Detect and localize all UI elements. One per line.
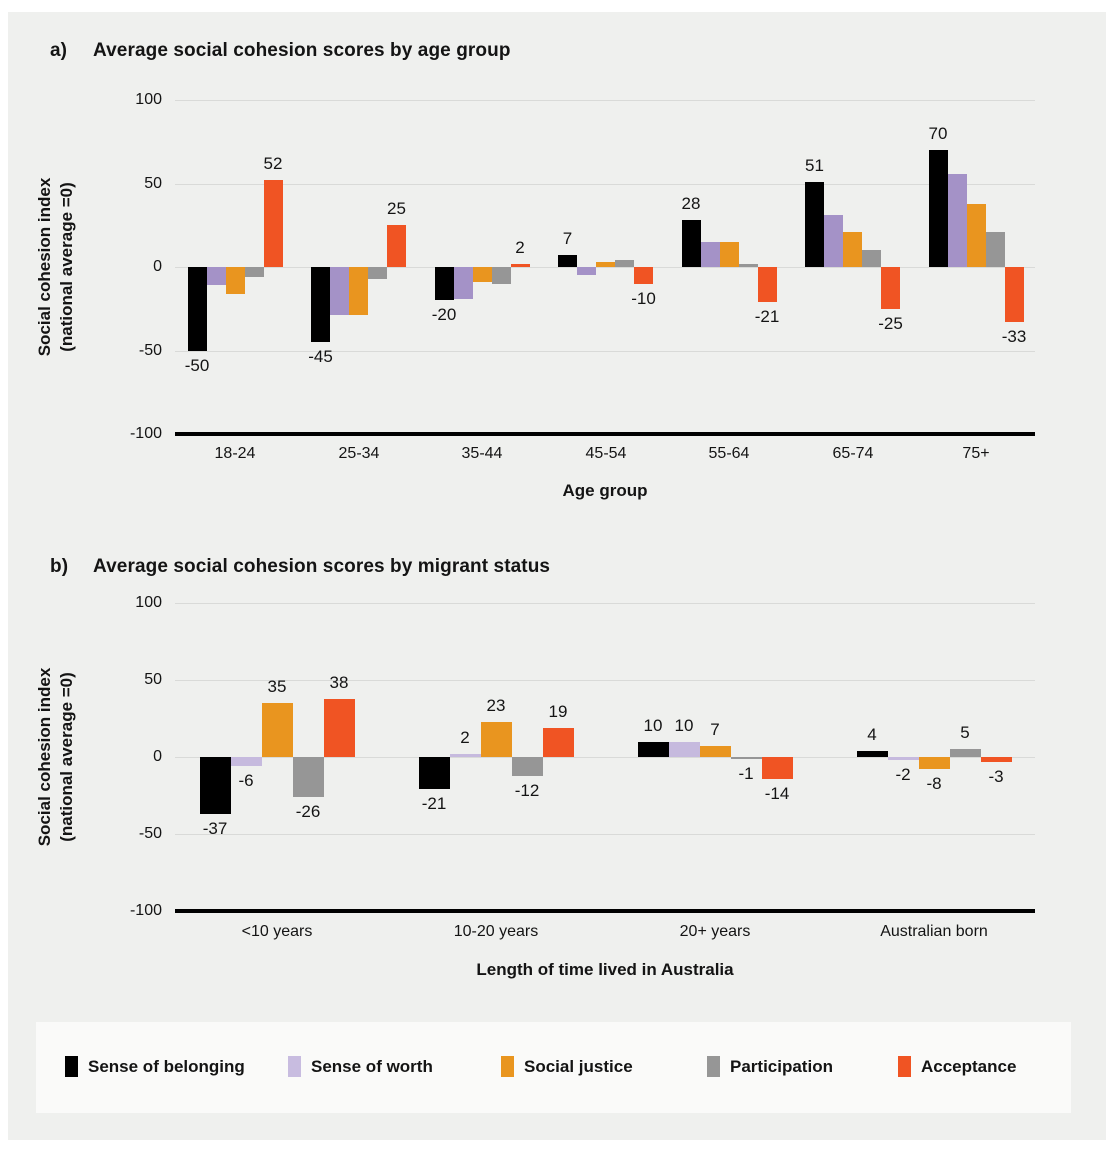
legend-item-sense-of-worth xyxy=(288,1056,433,1078)
bar-sense-of-worth xyxy=(450,754,481,757)
x-category-label: 65-74 xyxy=(832,445,874,462)
y-tick-label: 50 xyxy=(144,671,162,688)
legend-item-participation xyxy=(707,1056,833,1078)
bar-social-justice xyxy=(262,703,293,757)
bar-value-label: -2 xyxy=(895,765,911,785)
legend-item-social-justice xyxy=(501,1056,633,1078)
bar-value-label: 23 xyxy=(486,695,506,715)
bar-sense-of-worth xyxy=(231,757,262,766)
legend-swatch-participation xyxy=(707,1056,720,1077)
gridline xyxy=(175,267,1035,268)
bar-value-label: -6 xyxy=(238,771,254,791)
bar-value-label: -26 xyxy=(295,802,321,821)
bar-value-label: 51 xyxy=(805,155,824,175)
legend-label-sense-of-belonging: Sense of belonging xyxy=(88,1056,245,1076)
bar-social-justice xyxy=(596,262,615,267)
bar-value-label: -37 xyxy=(202,819,228,838)
bar-value-label: 5 xyxy=(960,723,970,743)
bar-participation xyxy=(950,749,981,757)
bar-sense-of-worth xyxy=(207,267,226,285)
legend-item-acceptance xyxy=(898,1056,1016,1078)
y-tick-label: 0 xyxy=(153,258,162,275)
bar-value-label: 52 xyxy=(263,154,283,174)
bar-participation xyxy=(739,264,758,267)
bar-value-label: 2 xyxy=(460,727,470,747)
bar-social-justice xyxy=(700,746,731,757)
x-category-label: Australian born xyxy=(880,923,988,940)
legend-swatch-acceptance xyxy=(898,1056,911,1077)
x-category-label: 18-24 xyxy=(214,445,256,462)
x-category-label: 10-20 years xyxy=(453,923,539,940)
bar-sense-of-worth xyxy=(577,267,596,275)
y-tick-label: 100 xyxy=(135,91,162,108)
bar-social-justice xyxy=(226,267,245,294)
legend-label-social-justice: Social justice xyxy=(524,1056,633,1076)
bar-value-label: 2 xyxy=(515,237,525,257)
bar-acceptance xyxy=(387,225,406,267)
bar-sense-of-belonging xyxy=(682,220,701,267)
gridline xyxy=(175,100,1035,101)
bar-sense-of-worth xyxy=(454,267,473,299)
bar-acceptance xyxy=(634,267,653,284)
bar-value-label: 4 xyxy=(867,724,877,744)
x-category-label: 45-54 xyxy=(585,445,627,462)
x-axis-line xyxy=(175,909,1035,913)
bar-participation xyxy=(512,757,543,776)
bar-sense-of-belonging xyxy=(638,742,669,757)
bar-value-label: -14 xyxy=(764,783,790,803)
bar-participation xyxy=(293,757,324,797)
bar-sense-of-belonging xyxy=(188,267,207,351)
bar-value-label: -45 xyxy=(308,347,333,367)
bar-sense-of-belonging xyxy=(311,267,330,342)
bar-sense-of-belonging xyxy=(857,751,888,757)
bar-sense-of-worth xyxy=(669,742,700,757)
chart-a-title: Average social cohesion scores by age group xyxy=(93,40,511,61)
bar-value-label: 28 xyxy=(681,194,701,214)
x-category-label: 35-44 xyxy=(461,445,503,462)
chart-a-x-axis-title: Age group xyxy=(562,481,648,500)
bar-value-label: 10 xyxy=(643,715,663,735)
bar-value-label: 7 xyxy=(710,720,720,740)
bar-participation xyxy=(862,250,881,267)
legend-swatch-sense-of-worth xyxy=(288,1056,301,1077)
chart-a-y-axis-title-line2: (national average =0) xyxy=(57,182,76,352)
bar-acceptance xyxy=(881,267,900,309)
chart-b-prefix: b) xyxy=(50,556,69,577)
bar-value-label: 35 xyxy=(267,677,287,697)
bar-value-label: -25 xyxy=(878,313,903,333)
bar-sense-of-worth xyxy=(330,267,349,315)
legend-label-participation: Participation xyxy=(730,1056,833,1076)
bar-sense-of-worth xyxy=(948,174,967,268)
bar-sense-of-belonging xyxy=(805,182,824,267)
bar-social-justice xyxy=(720,242,739,267)
bar-sense-of-belonging xyxy=(929,150,948,267)
bar-value-label: -1 xyxy=(738,764,754,783)
y-tick-label: -50 xyxy=(138,825,162,842)
bar-sense-of-belonging xyxy=(419,757,450,789)
y-tick-label: -50 xyxy=(138,342,162,359)
bar-participation xyxy=(615,260,634,267)
bar-value-label: 70 xyxy=(928,124,948,144)
x-category-label: 55-64 xyxy=(708,445,750,462)
legend-swatch-social-justice xyxy=(501,1056,514,1077)
bar-acceptance xyxy=(264,180,283,267)
chart-b-y-axis-title-line1: Social cohesion index xyxy=(35,667,54,847)
x-category-label: 20+ years xyxy=(679,923,751,940)
bar-value-label: -33 xyxy=(1001,327,1027,347)
bar-value-label: -8 xyxy=(926,774,942,794)
y-tick-label: 0 xyxy=(153,748,162,765)
bar-social-justice xyxy=(481,722,512,757)
bar-acceptance xyxy=(324,699,355,758)
y-tick-label: -100 xyxy=(129,425,162,442)
bar-participation xyxy=(492,267,511,284)
bar-sense-of-belonging xyxy=(435,267,454,300)
legend-label-sense-of-worth: Sense of worth xyxy=(311,1056,433,1076)
bar-value-label: -50 xyxy=(184,355,210,375)
bar-value-label: -12 xyxy=(514,780,540,800)
y-tick-label: 100 xyxy=(135,594,162,611)
bar-social-justice xyxy=(843,232,862,267)
bar-acceptance xyxy=(758,267,777,302)
bar-participation xyxy=(986,232,1005,267)
gridline xyxy=(175,834,1035,835)
bar-participation xyxy=(368,267,387,279)
chart-a-prefix: a) xyxy=(50,40,68,61)
bar-acceptance xyxy=(543,728,574,757)
bar-participation xyxy=(731,757,762,759)
bar-value-label: 38 xyxy=(329,672,349,692)
chart-b-x-axis-title: Length of time lived in Australia xyxy=(476,960,734,979)
x-category-label: 75+ xyxy=(962,445,990,462)
bar-value-label: 10 xyxy=(674,715,694,735)
gridline xyxy=(175,184,1035,185)
bar-value-label: -10 xyxy=(631,288,656,308)
bar-value-label: -21 xyxy=(421,794,447,814)
bar-value-label: -20 xyxy=(431,305,457,325)
bar-value-label: 19 xyxy=(548,701,568,721)
bar-sense-of-worth xyxy=(888,757,919,760)
legend-label-acceptance: Acceptance xyxy=(921,1056,1017,1076)
bar-sense-of-worth xyxy=(701,242,720,267)
bar-sense-of-worth xyxy=(824,215,843,267)
legend-swatch-sense-of-belonging xyxy=(65,1056,78,1077)
bar-acceptance xyxy=(1005,267,1024,322)
x-category-label: 25-34 xyxy=(338,445,380,462)
bar-social-justice xyxy=(473,267,492,282)
bar-participation xyxy=(245,267,264,277)
y-tick-label: -100 xyxy=(129,902,162,919)
bar-acceptance xyxy=(762,757,793,779)
x-axis-line xyxy=(175,432,1035,436)
bar-value-label: 25 xyxy=(387,199,406,219)
bar-acceptance xyxy=(981,757,1012,762)
bar-social-justice xyxy=(919,757,950,769)
gridline xyxy=(175,603,1035,604)
bar-value-label: -21 xyxy=(754,307,780,327)
chart-a-y-axis-title-line1: Social cohesion index xyxy=(35,177,54,357)
chart-b-y-axis-title-line2: (national average =0) xyxy=(57,672,76,842)
chart-b-title: Average social cohesion scores by migrant status xyxy=(93,556,551,577)
bar-value-label: -3 xyxy=(988,766,1004,786)
bar-value-label: 7 xyxy=(562,229,573,249)
bar-social-justice xyxy=(967,204,986,268)
bar-social-justice xyxy=(349,267,368,315)
x-category-label: <10 years xyxy=(241,923,313,940)
y-tick-label: 50 xyxy=(144,175,162,192)
bar-acceptance xyxy=(511,264,530,267)
legend-item-sense-of-belonging xyxy=(65,1056,245,1078)
